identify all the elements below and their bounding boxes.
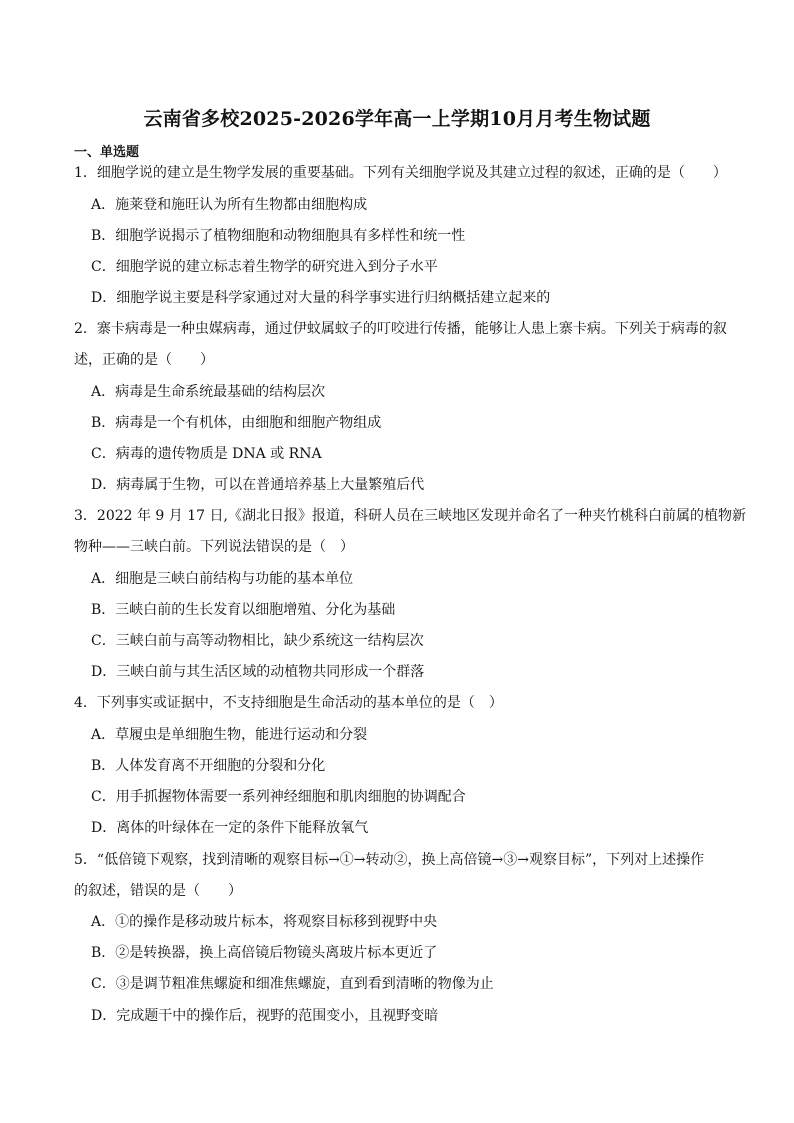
- question-4-option-b: B．人体发育离不开细胞的分裂和分化: [91, 758, 326, 774]
- question-3-option-d: D．三峡白前与其生活区域的动植物共同形成一个群落: [91, 664, 425, 680]
- question-1-option-c: C．细胞学说的建立标志着生物学的研究进入到分子水平: [91, 259, 438, 275]
- question-2-option-a: A．病毒是生命系统最基础的结构层次: [91, 384, 326, 400]
- question-3-option-a: A．细胞是三峡白前结构与功能的基本单位: [91, 571, 354, 587]
- question-5-option-b: B．②是转换器，换上高倍镜后物镜头离玻片标本更近了: [91, 945, 438, 961]
- exam-title: 云南省多校2025-2026学年高一上学期10月月考生物试题: [143, 108, 651, 130]
- question-3-stem-continued: 物种——三峡白前。下列说法错误的是（ ）: [74, 539, 354, 555]
- question-1-option-d: D．细胞学说主要是科学家通过对大量的科学事实进行归纳概括建立起来的: [91, 290, 551, 306]
- question-4-option-a: A．草履虫是单细胞生物，能进行运动和分裂: [91, 727, 368, 743]
- question-5-option-d: D．完成题干中的操作后，视野的范围变小，且视野变暗: [91, 1008, 439, 1024]
- question-3-stem: 3．2022 年 9 月 17 日,《湖北日报》报道，科研人员在三峡地区发现并命名了一种夹竹桃科白前属的植物新: [74, 508, 746, 524]
- question-4-option-d: D．离体的叶绿体在一定的条件下能释放氧气: [91, 820, 369, 836]
- section-heading: 一、单选题: [74, 145, 140, 160]
- question-3-option-b: B．三峡白前的生长发育以细胞增殖、分化为基础: [91, 602, 396, 618]
- question-5-stem-continued: 的叙述，错误的是（ ）: [74, 883, 242, 899]
- question-1-option-b: B．细胞学说揭示了植物细胞和动物细胞具有多样性和统一性: [91, 228, 466, 244]
- question-2-option-d: D．病毒属于生物，可以在普通培养基上大量繁殖后代: [91, 477, 425, 493]
- question-5-stem: 5．“低倍镜下观察，找到清晰的观察目标→①→转动②，换上高倍镜→③→观察目标”，下列对上述操作: [74, 852, 705, 868]
- question-2-stem-continued: 述，正确的是（ ）: [74, 352, 214, 368]
- question-1-stem: 1．细胞学说的建立是生物学发展的重要基础。下列有关细胞学说及其建立过程的叙述，正确的是（ ）: [74, 165, 727, 181]
- question-2-option-b: B．病毒是一个有机体，由细胞和细胞产物组成: [91, 415, 382, 431]
- question-4-option-c: C．用手抓握物体需要一系列神经细胞和肌肉细胞的协调配合: [91, 789, 466, 805]
- question-2-option-c: C．病毒的遗传物质是 DNA 或 RNA: [91, 446, 322, 462]
- question-5-option-c: C．③是调节粗准焦螺旋和细准焦螺旋，直到看到清晰的物像为止: [91, 976, 494, 992]
- question-1-option-a: A．施莱登和施旺认为所有生物都由细胞构成: [91, 197, 368, 213]
- question-5-option-a: A．①的操作是移动玻片标本，将观察目标移到视野中央: [91, 914, 438, 930]
- question-4-stem: 4．下列事实或证据中，不支持细胞是生命活动的基本单位的是（ ）: [74, 695, 503, 711]
- question-3-option-c: C．三峡白前与高等动物相比，缺少系统这一结构层次: [91, 633, 424, 649]
- question-2-stem: 2．寨卡病毒是一种虫媒病毒，通过伊蚊属蚊子的叮咬进行传播，能够让人患上寨卡病。下列关于病毒的叙: [74, 321, 727, 337]
